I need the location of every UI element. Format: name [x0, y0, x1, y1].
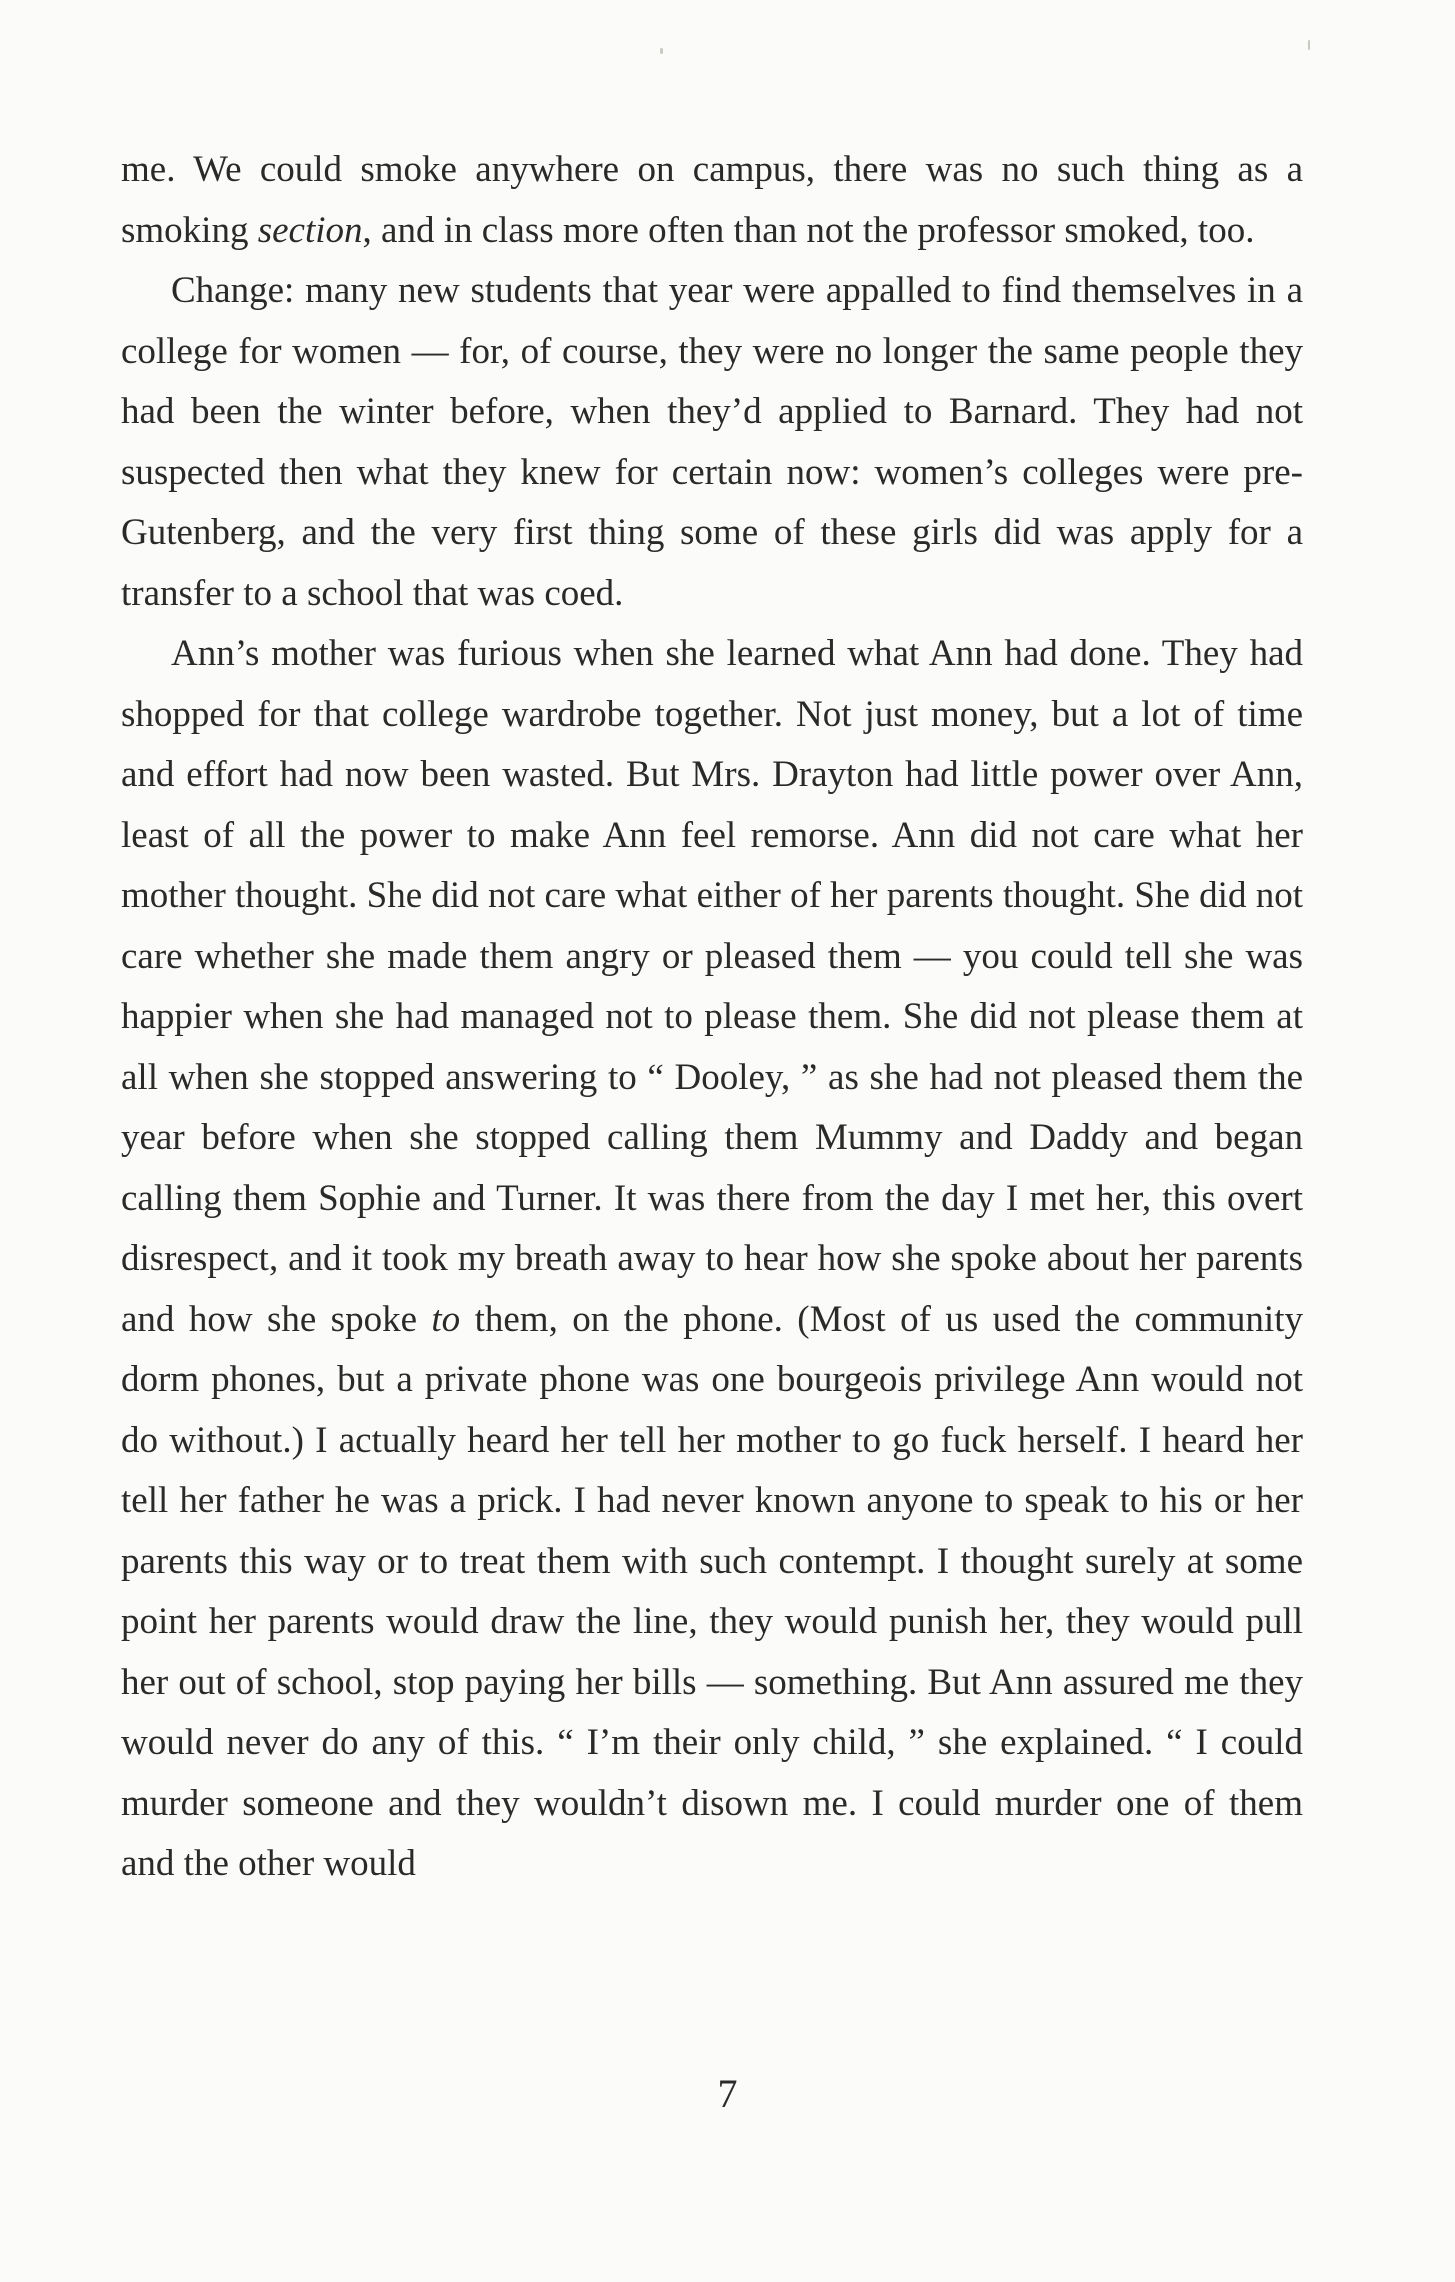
text-span: me. We could smoke anywhere on campus, there was no such thing as a smoking: [121, 149, 1303, 251]
paper-speck: [660, 48, 663, 54]
paper-speck: [1308, 40, 1310, 50]
body-text: [121, 140, 1303, 1895]
paragraph: [121, 624, 1303, 1895]
paragraph: [121, 140, 1303, 261]
text-span: Change: many new students that year were appalled to find themselves in a college for women — for, of course, they were no longer the same people they had been the winter before, when they’d applied to Barnard. They had not suspected then what they knew for certain now: women’s colleges were pre-Gutenberg, and the very first thing some of these girls did was apply for a transfer to a school that was coed.: [121, 270, 1303, 614]
page-number: 7: [717, 2071, 738, 2116]
paragraph: [121, 261, 1303, 624]
text-span: them, on the phone. (Most of us used the community dorm phones, but a private phone was one bourgeois privilege Ann would not do without.) I actually heard her tell her mother to go fuck herself. I heard her tell her father he was a prick. I had never known anyone to speak to his or her parents this way or to treat them with such contempt. I thought surely at some point her parents would draw the line, they would punish her, they would pull her out of school, stop paying her bills — something. But Ann assured me they would never do any of this. “ I’m their only child, ” she explained. “ I could murder someone and they wouldn’t disown me. I could murder one of them and the other would: [121, 1298, 1303, 1884]
text-span: Ann’s mother was furious when she learned what Ann had done. They had shopped for that college wardrobe together. Not just money, but a lot of time and effort had now been wasted. But Mrs. Drayton had little power over Ann, least of all the power to make Ann feel remorse. Ann did not care what her mother thought. She did not care what either of her parents thought. She did not care whether she made them angry or pleased them — you could tell she was happier when she had managed not to please them. She did not please them at all when she stopped answering to “ Dooley, ” as she had not pleased them the year before when she stopped calling them Mummy and Daddy and began calling them Sophie and Turner. It was there from the day I met her, this overt disrespect, and it took my breath away to hear how she spoke about her parents and how she spoke: [121, 633, 1303, 1340]
text-span: , and in class more often than not the professor smoked, too.: [362, 209, 1255, 251]
italic-span: section: [257, 209, 363, 251]
italic-span: to: [431, 1298, 461, 1340]
